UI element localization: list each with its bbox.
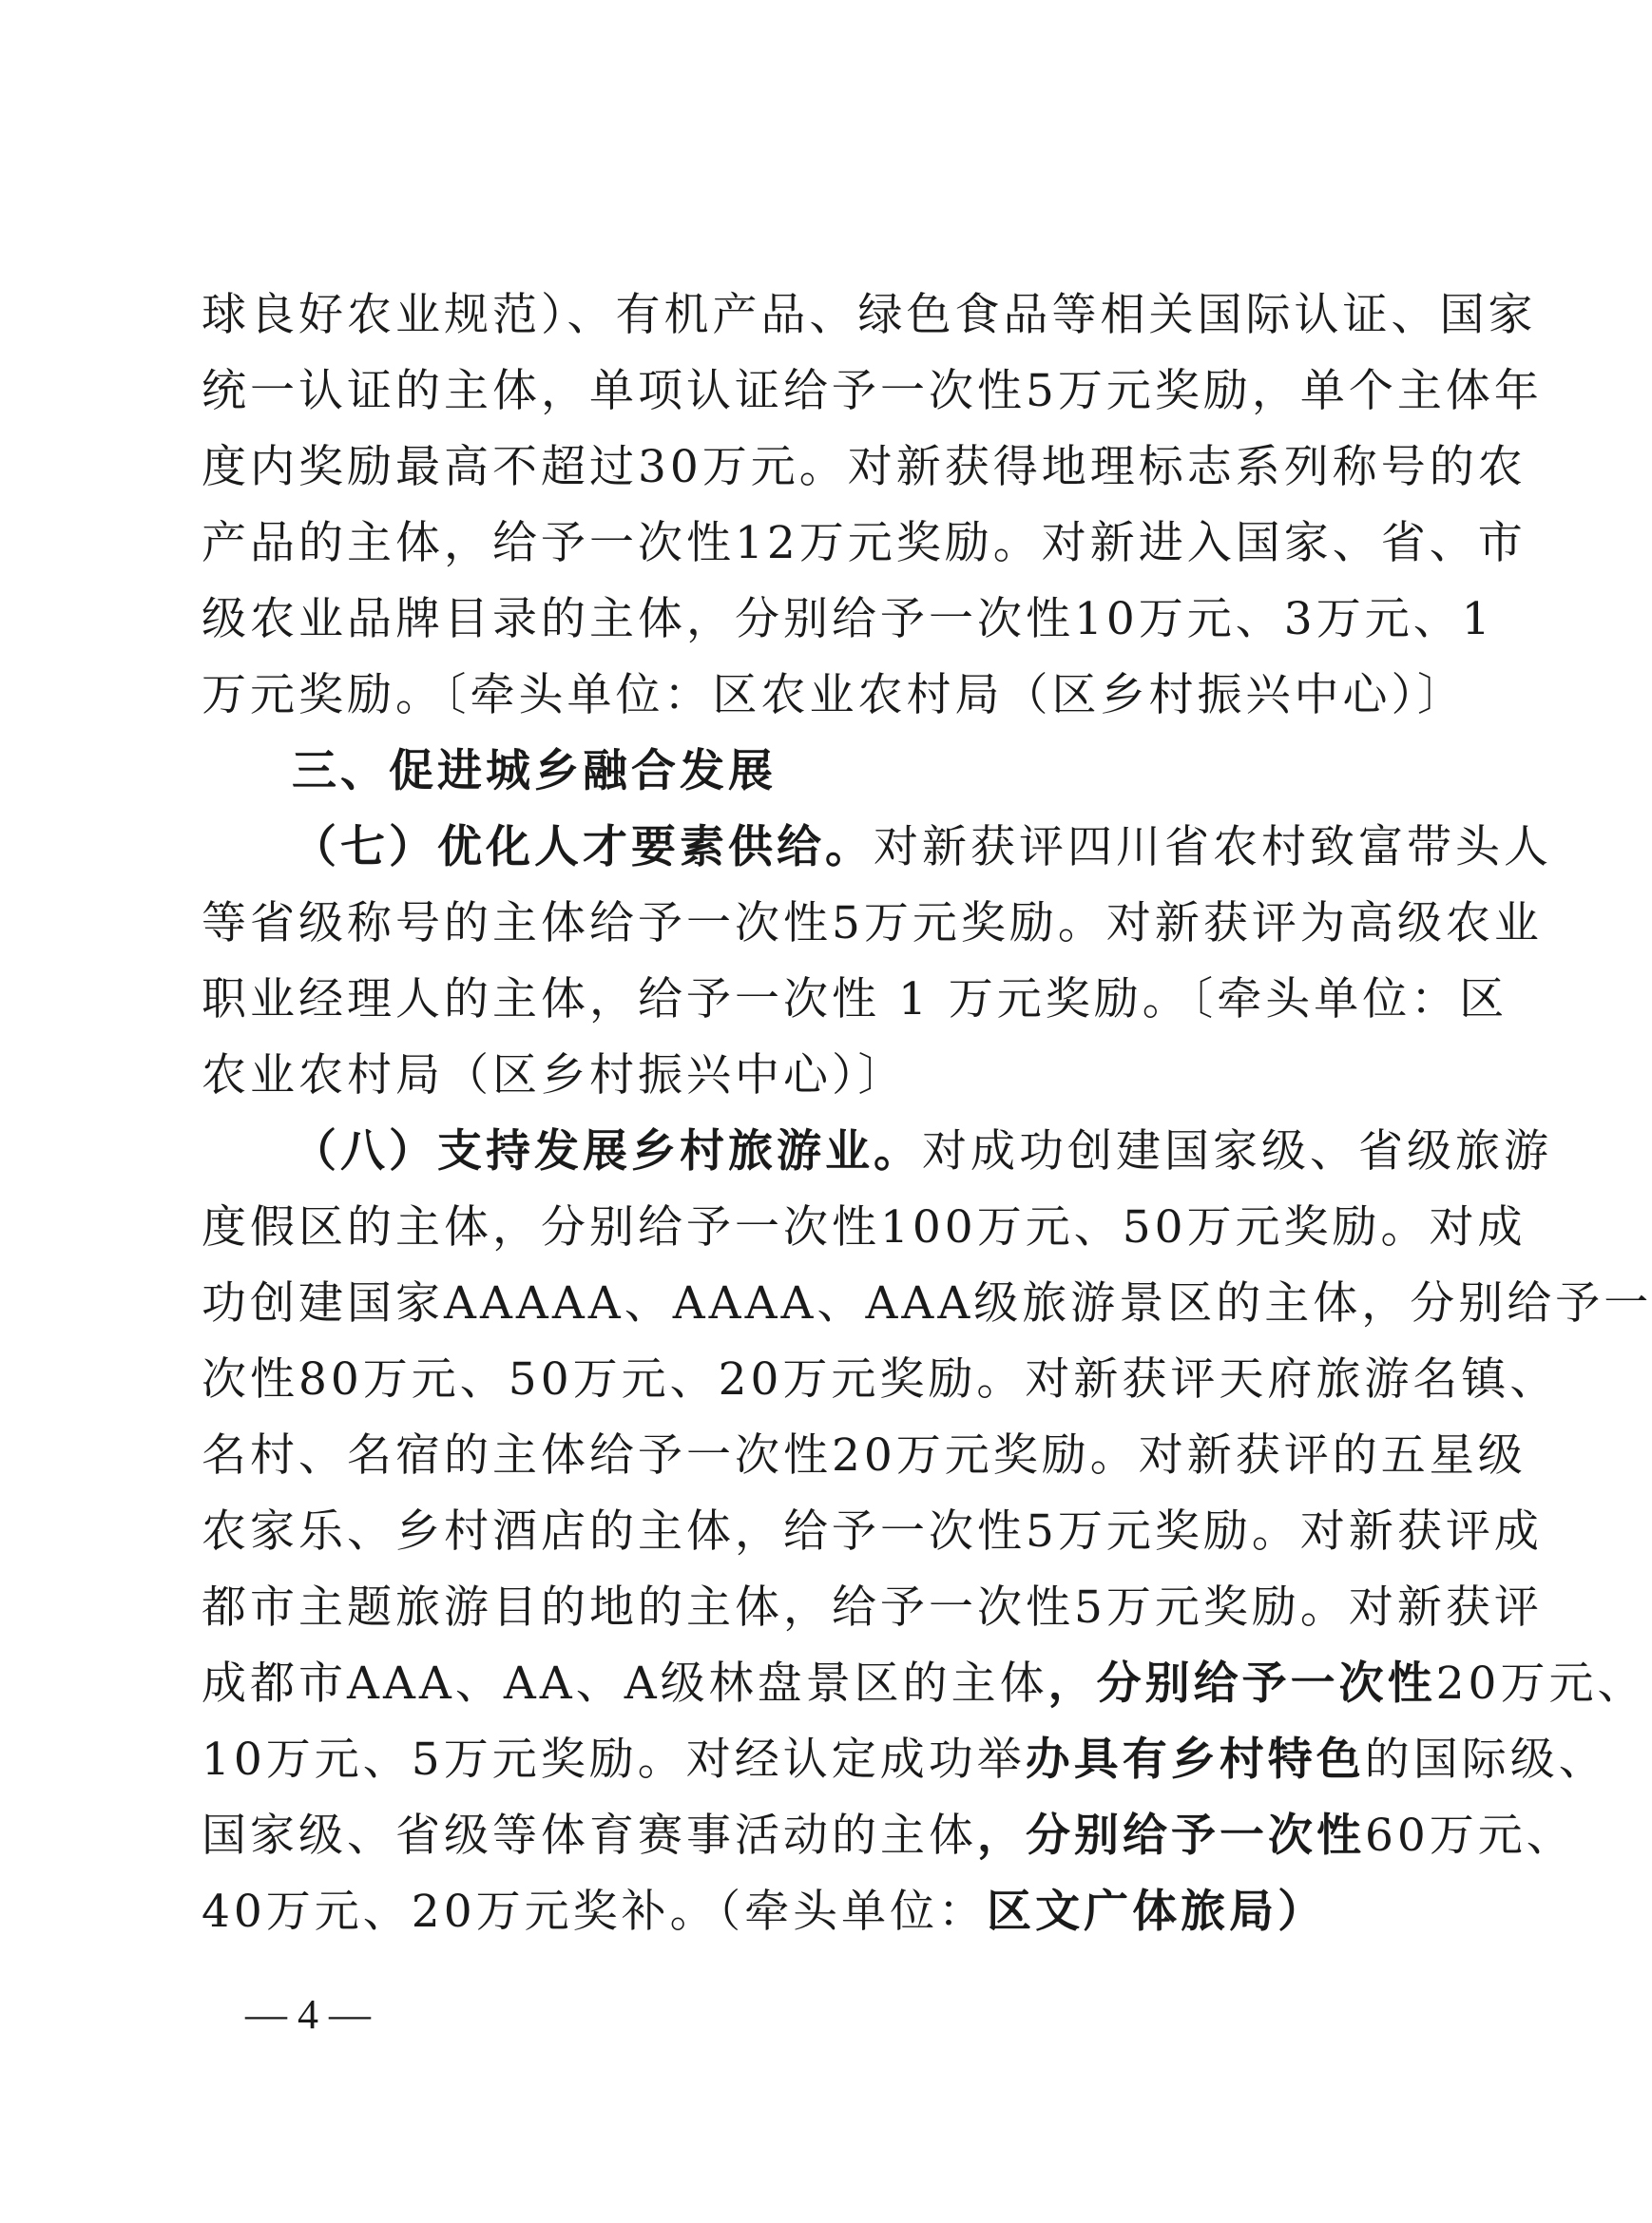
bold-run: ，分别给予一次性 bbox=[1047, 1658, 1436, 1710]
paragraph-line: 级农业品牌目录的主体，分别给予一次性10万元、3万元、1 bbox=[202, 593, 1494, 645]
item-8-first-line bbox=[292, 1114, 1552, 1190]
paragraph-line: 农业农村局（区乡村振兴中心）〕 bbox=[202, 1049, 907, 1102]
text-run: 的国际级、 bbox=[1364, 1734, 1607, 1786]
paragraph-line: 度内奖励最高不超过30万元。对新获得地理标志系列称号的农 bbox=[202, 441, 1527, 493]
page-number: — 4 — bbox=[245, 1991, 371, 2038]
bold-run: 区文广体旅局） bbox=[987, 1886, 1327, 1938]
paragraph-line: 等省级称号的主体给予一次性5万元奖励。对新获评为高级农业 bbox=[202, 897, 1543, 949]
bold-run: 办具有乡村特色 bbox=[1025, 1734, 1365, 1786]
paragraph-line bbox=[202, 1646, 1646, 1722]
item-7-first-line bbox=[292, 810, 1552, 886]
paragraph-line: 产品的主体，给予一次性12万元奖励。对新进入国家、省、市 bbox=[202, 517, 1527, 569]
paragraph-line: 都市主题旅游目的地的主体，给予一次性5万元奖励。对新获评 bbox=[202, 1581, 1543, 1634]
paragraph-line: 次性80万元、50万元、20万元奖励。对新获评天府旅游名镇、 bbox=[202, 1353, 1559, 1406]
paragraph-line: 万元奖励。〔牵头单位：区农业农村局（区乡村振兴中心）〕 bbox=[202, 669, 1466, 721]
paragraph-line: 球良好农业规范）、有机产品、绿色食品等相关国际认证、国家 bbox=[202, 289, 1537, 341]
text-run: 40万元、20万元奖补。（牵头单位： bbox=[202, 1886, 988, 1938]
paragraph-line: 职业经理人的主体，给予一次性 1 万元奖励。〔牵头单位：区 bbox=[202, 973, 1508, 1025]
text-run: 60万元、 bbox=[1365, 1810, 1575, 1862]
paragraph-line: 名村、名宿的主体给予一次性20万元奖励。对新获评的五星级 bbox=[202, 1429, 1527, 1482]
paragraph-line: 度假区的主体，分别给予一次性100万元、50万元奖励。对成 bbox=[202, 1201, 1527, 1254]
paragraph-line: 统一认证的主体，单项认证给予一次性5万元奖励，单个主体年 bbox=[202, 365, 1543, 417]
item-8-title: （八）支持发展乡村旅游业。 bbox=[292, 1125, 922, 1178]
paragraph-line: 农家乐、乡村酒店的主体，给予一次性5万元奖励。对新获评成 bbox=[202, 1505, 1543, 1558]
text-run: 20万元、 bbox=[1435, 1658, 1646, 1710]
text-run: 10万元、5万元奖励。对经认定成功举 bbox=[202, 1734, 1026, 1786]
text-run: 国家级、省级等体育赛事活动的主体 bbox=[202, 1810, 977, 1862]
bold-run: ，分别给予一次性 bbox=[977, 1810, 1365, 1862]
section-heading: 三、促进城乡融合发展 bbox=[292, 745, 777, 797]
item-7-title: （七）优化人才要素供给。 bbox=[292, 821, 874, 873]
item-7-text: 对新获评四川省农村致富带头人 bbox=[874, 821, 1552, 873]
paragraph-line bbox=[202, 1798, 1575, 1874]
paragraph-line: 功创建国家AAAAA、AAAA、AAA级旅游景区的主体，分别给予一 bbox=[202, 1277, 1652, 1330]
item-8-text: 对成功创建国家级、省级旅游 bbox=[922, 1125, 1552, 1178]
paragraph-line bbox=[202, 1722, 1607, 1798]
text-run: 成都市AAA、AA、A级林盘景区的主体 bbox=[202, 1658, 1048, 1710]
paragraph-line bbox=[202, 1874, 1380, 1950]
